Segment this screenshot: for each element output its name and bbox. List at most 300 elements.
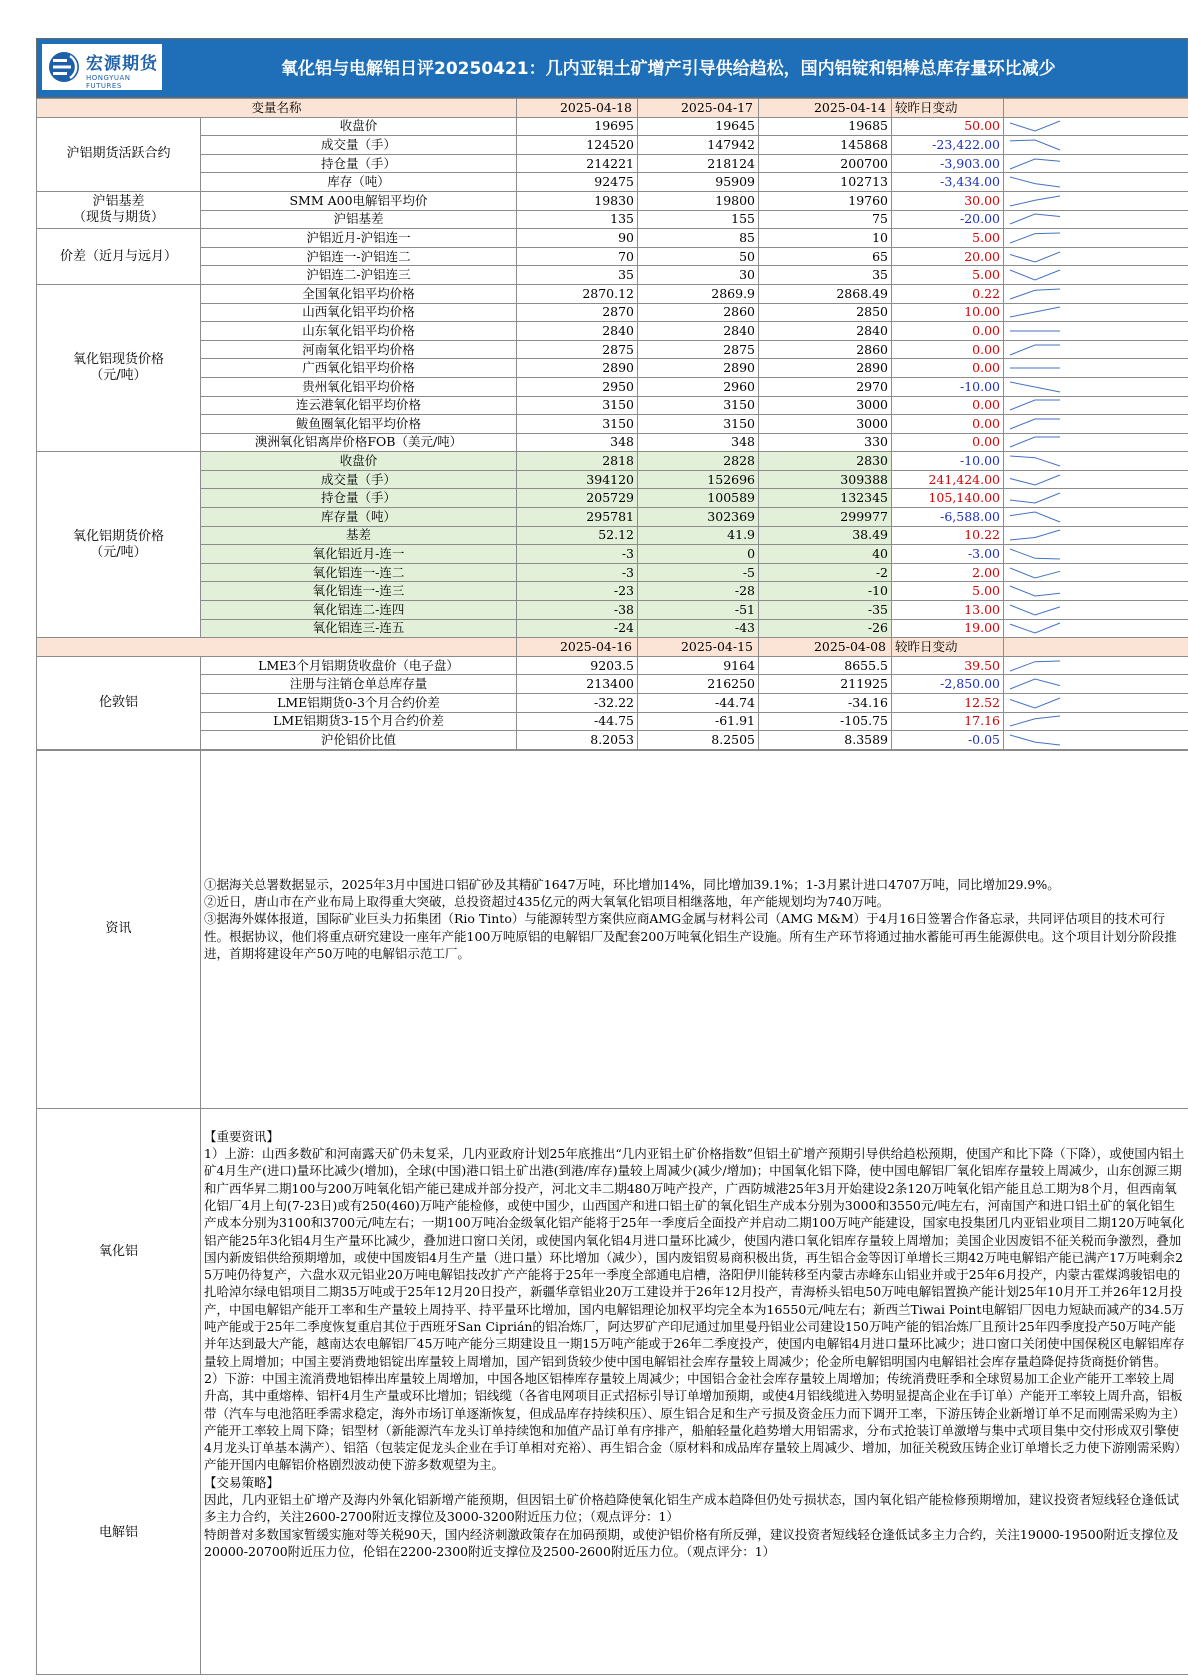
table-row (37, 247, 1188, 266)
sparkline-chart (1007, 342, 1063, 358)
value-cell: 299977 (759, 508, 892, 527)
change-cell: 241,424.00 (892, 470, 1004, 489)
table-row (37, 396, 1188, 415)
trend-sparkline (1004, 712, 1188, 731)
commentary-table (36, 750, 1188, 1675)
value-cell: -3 (517, 563, 638, 582)
value-cell: 52.12 (517, 526, 638, 545)
value-cell: 30 (638, 266, 759, 285)
trend-sparkline (1004, 656, 1188, 675)
value-cell: 330 (759, 433, 892, 452)
table-row (37, 675, 1188, 694)
row-label: 持仓量（手） (201, 154, 517, 173)
change-cell: 0.00 (892, 433, 1004, 452)
value-cell: 124520 (517, 136, 638, 155)
row-label: 贵州氧化铝平均价格 (201, 377, 517, 396)
value-cell: 205729 (517, 489, 638, 508)
change-cell: 19.00 (892, 619, 1004, 638)
change-cell: -10.00 (892, 377, 1004, 396)
sparkline-chart (1007, 267, 1063, 283)
row-label: 库存（吨） (201, 173, 517, 192)
sparkline-line (1010, 679, 1060, 689)
sparkline-chart (1007, 695, 1063, 711)
row-label: 澳洲氧化铝离岸价格FOB（美元/吨） (201, 433, 517, 452)
table-row (37, 601, 1188, 620)
table-row (37, 526, 1188, 545)
sparkline-chart (1007, 434, 1063, 450)
trend-sparkline (1004, 415, 1188, 434)
header-cell-0: 2025-04-16 (517, 638, 638, 657)
header-cell-spark (1004, 99, 1188, 118)
row-label: 连云港氧化铝平均价格 (201, 396, 517, 415)
value-cell: 2868.49 (759, 284, 892, 303)
sparkline-line (1010, 623, 1060, 633)
trend-sparkline (1004, 619, 1188, 638)
sparkline-line (1010, 568, 1060, 578)
value-cell: -44.74 (638, 694, 759, 713)
value-cell: 147942 (638, 136, 759, 155)
trend-sparkline (1004, 136, 1188, 155)
row-label: 沪伦铝价比值 (201, 731, 517, 750)
value-cell: 8.3589 (759, 731, 892, 750)
header-cell-2: 2025-04-17 (638, 99, 759, 118)
trend-sparkline (1004, 452, 1188, 471)
header-cell-3: 2025-04-14 (759, 99, 892, 118)
change-cell: -3,434.00 (892, 173, 1004, 192)
sparkline-line (1010, 698, 1060, 708)
value-cell: 10 (759, 229, 892, 248)
sparkline-chart (1007, 490, 1063, 506)
value-cell: -26 (759, 619, 892, 638)
row-label: 氧化铝连二-连四 (201, 601, 517, 620)
change-cell: -3.00 (892, 545, 1004, 564)
table-row (37, 136, 1188, 155)
sparkline-chart (1007, 286, 1063, 302)
row-label: 河南氧化铝平均价格 (201, 340, 517, 359)
row-group-label: 价差（近月与远月） (37, 229, 201, 285)
row-label: 氧化铝连三-连五 (201, 619, 517, 638)
sparkline-chart (1007, 583, 1063, 599)
table-row (37, 656, 1188, 675)
trend-sparkline (1004, 191, 1188, 210)
sparkline-chart (1007, 472, 1063, 488)
value-cell: -35 (759, 601, 892, 620)
sparkline-chart (1007, 193, 1063, 209)
value-cell: 2850 (759, 303, 892, 322)
row-label: LME铝期货0-3个月合约价差 (201, 694, 517, 713)
value-cell: 3150 (517, 415, 638, 434)
table-row (37, 191, 1188, 210)
change-cell: 105,140.00 (892, 489, 1004, 508)
change-cell: 5.00 (892, 582, 1004, 601)
row-label: 沪铝近月-沪铝连一 (201, 229, 517, 248)
table-header-row (37, 99, 1188, 118)
trend-sparkline (1004, 470, 1188, 489)
value-cell: -32.22 (517, 694, 638, 713)
value-cell: 302369 (638, 508, 759, 527)
row-label: 基差 (201, 526, 517, 545)
value-cell: 2860 (759, 340, 892, 359)
row-group-label: 伦敦铝 (37, 656, 201, 749)
value-cell: -61.91 (638, 712, 759, 731)
sparkline-line (1010, 159, 1060, 169)
value-cell: -3 (517, 545, 638, 564)
value-cell: -5 (638, 563, 759, 582)
sparkline-line (1010, 382, 1060, 392)
value-cell: 75 (759, 210, 892, 229)
row-label: 成交量（手） (201, 136, 517, 155)
company-logo (42, 44, 162, 90)
trend-sparkline (1004, 173, 1188, 192)
sparkline-chart (1007, 174, 1063, 190)
value-cell: -34.16 (759, 694, 892, 713)
value-cell: 2860 (638, 303, 759, 322)
sparkline-line (1010, 605, 1060, 615)
row-label: LME铝期货3-15个月合约价差 (201, 712, 517, 731)
row-label: 收盘价 (201, 117, 517, 136)
row-label: 氧化铝连一-连三 (201, 582, 517, 601)
row-label: 广西氧化铝平均价格 (201, 359, 517, 378)
value-cell: 3150 (638, 415, 759, 434)
row-label: 持仓量（手） (201, 489, 517, 508)
value-cell: 90 (517, 229, 638, 248)
analysis-text: 【重要资讯】 1）上游：山西多数矿和河南露天矿仍未复采，几内亚政府计划25年底推出“几内亚铝土矿价格指数”但铝土矿增产预期引导供给趋松预期，使国产和比下降（下降），或使国内铝土矿4月生产(进口)量环比减少(增加)，全球(中国)港口铝土矿出港(到港/库存)量较上周减少(减少/增加)；中国氧化铝下降，使中国电解铝厂氧化铝库存量较上周减少，山东创源三期和广西华昇二期100与200万吨氧化铝产能已建成并部分投产，河北文丰二期480万吨产投产，广西防城港25年3月开始建设2条120万吨氧化铝产能且总工期为8个月，但西南氧化铝厂4月上旬(7-23日)或有250(460)万吨产能检修，或使中国少，山西国产和进口铝土矿的氧化铝生产成本分别为3000和3550元/吨左右，河南国产和进口铝土矿的氧化铝生产成本分别为3100和3700元/吨左右；一期100万吨冶金级氧化铝产能将于25年一季度后全面投产并启动二期100万吨产能建设，国家电投集团几内亚铝业项目二期120万吨氧化铝产能25年3化铝4月生产量环比减少，叠加进口窗口关闭，或使国内氧化铝4月进口量环比减少，使国内港口氧化铝库存量较上周增加；美国企业因废铝不征关税而争激烈，叠加国内新废铝供给预期增加，或使中国废铝4月生产量（进口量）环比增加（减少），国内废铝贸易商积极出货，再生铝合金等因订单增长三期42万吨电解铝产能已满产17万吨剩余25万吨仍待复产，六盘水双元铝业20万吨电解铝技改扩产产能将于25年一季度全部通电启槽，洛阳伊川能转移至内蒙古赤峰东山铝业并或于25年6月投产，内蒙古霍煤鸿骏铝电的扎哈淖尔绿电铝项目二期35万吨或于25年12月20日投产，新疆华章铝业20万工建设并于26年12月投产，青海桥头铝电50万吨电解铝置换产能计划25年10月开工并26年12月投产，中国电解铝产能开工率和生产量较上周持平、持平量环比增加，国内电解铝理论加权平均完全本为16550元/吨左右；新西兰Tiwai Point电解铝厂因电力短缺而减产的34.5万吨产能或于25年二季度恢复重启其位于西班牙San Ciprián的铝冶炼厂，阿达罗矿产印尼通过加里曼丹铝业公司建设150万吨产能的铝冶炼厂且预计25年四季度投产50万吨产能并年达到最大产能，越南达农电解铝厂45万吨产能分三期建设且一期15万吨产能或于26年二季度投产，使国内电解铝4月进口量环比减少；进口窗口关闭使中国保税区电解铝库存量较上周增加；中国主要消费地铝锭出库量较上周增加，国产铝到货较少使中国电解铝社会库存量较上周减少；伦金所电解铝明国内电解铝社会库存量趋降促持货商挺价销售。 2）下游：中国主流消费地铝棒出库量较上周增加，中国各地区铝棒库存量较上周减少；中国铝合金社会库存量较上周增加；传统消费旺季和全球贸易加工企业产能开工率较上周升高，其中重熔棒、铝杆4月生产量或环比增加；铝线缆（各省电网项目正式招标引导订单增加预期，或使4月铝线缆进入势明显提高企业在手订单）产能开工率较上周升高，铝板带（汽车与电池箔旺季需求稳定，海外市场订单逐渐恢复，但成品库存持续积压）、原生铝合足和生产亏损及资金压力而下调开工率，下游压铸企业新增订单不足而刚需采购为主）产能开工率较上周下降；铝型材（新能源汽车龙头订单持续饱和加值产品订单有序排产，船舶轻量化趋势增大用铝需求，分布式抢装订单激增与集中式项目集中交付形成双引擎使4月龙头订单基本满产）、铝箔（包装定促龙头企业在手订单相对充裕）、再生铝合金（原材料和成品库存量较上周减少、增加，加征关税致压铸企业订单增长乏力使下游刚需采购）产能开国内电解铝价格剧烈波动使下游多数观望为主。 【交易策略】 因此，几内亚铝土矿增产及海内外氧化铝新增产能预期，但因铝土矿价格趋降使氧化铝生产成本趋降但仍处亏损状态，国内氧化铝产能检修预期增加，建议投资者短线轻仓逢低试多主力合约，关注2600-2700附近支撑位及3000-3200附近压力位；（观点评分：1） 特朗普对多数国家暂缓实施对等关税90天，国内经济刺激政策存在加码预期，或使沪铝价格有所反弹，建议投资者短线轻仓逢低试多主力合约，关注19000-19500附近支撑位及20000-20700附近压力位，伦铝在2200-2300附近支撑位及2500-2600附近压力位。（观点评分：1） (204, 1128, 1185, 1559)
row-label: 山东氧化铝平均价格 (201, 322, 517, 341)
header-cell-variable: 变量名称 (37, 99, 517, 118)
sparkline-chart (1007, 658, 1063, 674)
aluminum-section-label: 电解铝 (98, 1524, 138, 1540)
value-cell: 92475 (517, 173, 638, 192)
trend-sparkline (1004, 508, 1188, 527)
trend-sparkline (1004, 284, 1188, 303)
table-row (37, 340, 1188, 359)
value-cell: 348 (517, 433, 638, 452)
sparkline-chart (1007, 156, 1063, 172)
value-cell: 2830 (759, 452, 892, 471)
sparkline-line (1010, 493, 1060, 503)
value-cell: 102713 (759, 173, 892, 192)
value-cell: 19645 (638, 117, 759, 136)
value-cell: 2960 (638, 377, 759, 396)
value-cell: 2869.9 (638, 284, 759, 303)
value-cell: 3150 (517, 396, 638, 415)
row-group-label: 氧化铝期货价格 （元/吨） (37, 452, 201, 638)
table-row (37, 433, 1188, 452)
value-cell: 2875 (638, 340, 759, 359)
table-row (37, 210, 1188, 229)
value-cell: 216250 (638, 675, 759, 694)
table-row (37, 117, 1188, 136)
table-row (37, 452, 1188, 471)
value-cell: 19800 (638, 191, 759, 210)
change-cell: 5.00 (892, 266, 1004, 285)
change-cell: 10.22 (892, 526, 1004, 545)
value-cell: 2950 (517, 377, 638, 396)
value-cell: 135 (517, 210, 638, 229)
row-label: 鲅鱼圈氧化铝平均价格 (201, 415, 517, 434)
news-text: ①据海关总署数据显示，2025年3月中国进口铝矿砂及其精矿1647万吨，环比增加14%，同比增加39.1%；1-3月累计进口4707万吨，同比增加29.9%。 ②近日，唐山市在产业布局上取得重大突破，总投资超过435亿元的两大氧氧化铝项目相继落地，年产能规划均为740万吨。 ③据海外媒体报道，国际矿业巨头力拓集团（Rio Tinto）与能源转型方案供应商AMG金属与材料公司（AMG M&M）于4月16日签署合作备忘录，共同评估项目的技术可行性。根据协议，他们将重点研究建设一座年产能100万吨原铝的电解铝厂及配套200万吨氧化铝生产设施。所有生产环节将通过抽水蓄能可再生能源供电。这个项目计划分阶段推进，首期将建设年产50万吨的电解铝示范工厂。 (204, 876, 1177, 961)
trend-sparkline (1004, 433, 1188, 452)
value-cell: 200700 (759, 154, 892, 173)
logo-mark-icon (48, 50, 80, 84)
change-cell: -20.00 (892, 210, 1004, 229)
value-cell: 50 (638, 247, 759, 266)
trend-sparkline (1004, 526, 1188, 545)
sparkline-chart (1007, 565, 1063, 581)
value-cell: 100589 (638, 489, 759, 508)
change-cell: 10.00 (892, 303, 1004, 322)
value-cell: 155 (638, 210, 759, 229)
row-label: LME3个月铝期货收盘价（电子盘） (201, 656, 517, 675)
change-cell: 5.00 (892, 229, 1004, 248)
report-sheet (36, 38, 1188, 1675)
trend-sparkline (1004, 675, 1188, 694)
change-cell: 0.22 (892, 284, 1004, 303)
value-cell: 19830 (517, 191, 638, 210)
sparkline-line (1010, 307, 1060, 317)
table-row (37, 582, 1188, 601)
value-cell: 152696 (638, 470, 759, 489)
table-row (37, 470, 1188, 489)
value-cell: -23 (517, 582, 638, 601)
sparkline-line (1010, 345, 1060, 355)
value-cell: 213400 (517, 675, 638, 694)
value-cell: 2870 (517, 303, 638, 322)
value-cell: 2970 (759, 377, 892, 396)
row-label: 注册与注销仓单总库存量 (201, 675, 517, 694)
table-row (37, 415, 1188, 434)
report-title: 氧化铝与电解铝日评20250421：几内亚铝土矿增产引导供给趋松，国内铝锭和铝棒总库存量环比减少 (281, 59, 1056, 79)
change-cell: 20.00 (892, 247, 1004, 266)
change-cell: 17.16 (892, 712, 1004, 731)
table-row (37, 303, 1188, 322)
value-cell: 19695 (517, 117, 638, 136)
trend-sparkline (1004, 340, 1188, 359)
table-row (37, 545, 1188, 564)
sparkline-chart (1007, 676, 1063, 692)
value-cell: 65 (759, 247, 892, 266)
value-cell: 95909 (638, 173, 759, 192)
value-cell: 2870.12 (517, 284, 638, 303)
trend-sparkline (1004, 117, 1188, 136)
value-cell: -51 (638, 601, 759, 620)
report-banner (36, 38, 1188, 98)
value-cell: 145868 (759, 136, 892, 155)
sparkline-line (1010, 475, 1060, 485)
value-cell: 19760 (759, 191, 892, 210)
sparkline-chart (1007, 713, 1063, 729)
change-cell: 0.00 (892, 322, 1004, 341)
sparkline-chart (1007, 453, 1063, 469)
sparkline-line (1010, 270, 1060, 280)
row-label: 收盘价 (201, 452, 517, 471)
news-section-label: 资讯 (37, 750, 201, 1108)
sparkline-chart (1007, 249, 1063, 265)
value-cell: 3000 (759, 415, 892, 434)
header-cell-2: 2025-04-08 (759, 638, 892, 657)
sparkline-line (1010, 400, 1060, 410)
sparkline-chart (1007, 732, 1063, 748)
table-row (37, 508, 1188, 527)
value-cell: -2 (759, 563, 892, 582)
sparkline-chart (1007, 360, 1063, 376)
table-row (37, 154, 1188, 173)
table-row (37, 731, 1188, 750)
value-cell: 35 (759, 266, 892, 285)
trend-sparkline (1004, 489, 1188, 508)
value-cell: 2840 (638, 322, 759, 341)
value-cell: 40 (759, 545, 892, 564)
table-header-row (37, 638, 1188, 657)
value-cell: 35 (517, 266, 638, 285)
sparkline-line (1010, 214, 1060, 224)
value-cell: -10 (759, 582, 892, 601)
value-cell: -43 (638, 619, 759, 638)
change-cell: -23,422.00 (892, 136, 1004, 155)
header-cell-3: 较昨日变动 (892, 638, 1004, 657)
alumina-section-label: 氧化铝 (98, 1243, 138, 1259)
table-row (37, 377, 1188, 396)
row-label: 沪铝基差 (201, 210, 517, 229)
row-group-label: 氧化铝现货价格 （元/吨） (37, 284, 201, 451)
sparkline-line (1010, 456, 1060, 466)
row-label: 库存量（吨） (201, 508, 517, 527)
value-cell: -105.75 (759, 712, 892, 731)
sparkline-line (1010, 196, 1060, 206)
domestic-data-table (36, 98, 1188, 750)
table-row (37, 229, 1188, 248)
trend-sparkline (1004, 563, 1188, 582)
value-cell: 9164 (638, 656, 759, 675)
value-cell: -28 (638, 582, 759, 601)
trend-sparkline (1004, 229, 1188, 248)
table-row (37, 322, 1188, 341)
value-cell: 85 (638, 229, 759, 248)
header-cell-4: 较昨日变动 (892, 99, 1004, 118)
sparkline-chart (1007, 602, 1063, 618)
trend-sparkline (1004, 396, 1188, 415)
sparkline-line (1010, 530, 1060, 540)
brand-name-en: HONGYUAN FUTURES (86, 74, 131, 90)
row-label: SMM A00电解铝平均价 (201, 191, 517, 210)
trend-sparkline (1004, 545, 1188, 564)
row-label: 氧化铝连一-连二 (201, 563, 517, 582)
change-cell: -3,903.00 (892, 154, 1004, 173)
value-cell: 132345 (759, 489, 892, 508)
header-cell-1: 2025-04-15 (638, 638, 759, 657)
sparkline-chart (1007, 509, 1063, 525)
sparkline-chart (1007, 211, 1063, 227)
row-label: 成交量（手） (201, 470, 517, 489)
value-cell: 41.9 (638, 526, 759, 545)
row-group-label: 沪铝基差 （现货与期货） (37, 191, 201, 228)
value-cell: 2818 (517, 452, 638, 471)
header-cell-1: 2025-04-18 (517, 99, 638, 118)
sparkline-line (1010, 437, 1060, 447)
trend-sparkline (1004, 359, 1188, 378)
value-cell: 348 (638, 433, 759, 452)
table-row (37, 489, 1188, 508)
sparkline-line (1010, 586, 1060, 596)
change-cell: 0.00 (892, 415, 1004, 434)
value-cell: 295781 (517, 508, 638, 527)
value-cell: 309388 (759, 470, 892, 489)
sparkline-chart (1007, 323, 1063, 339)
sparkline-chart (1007, 304, 1063, 320)
value-cell: 2890 (759, 359, 892, 378)
row-label: 沪铝连一-沪铝连二 (201, 247, 517, 266)
sparkline-line (1010, 512, 1060, 522)
value-cell: 2840 (517, 322, 638, 341)
sparkline-chart (1007, 416, 1063, 432)
change-cell: 12.52 (892, 694, 1004, 713)
header-cell-spark (1004, 638, 1188, 657)
trend-sparkline (1004, 601, 1188, 620)
value-cell: 70 (517, 247, 638, 266)
sparkline-chart (1007, 379, 1063, 395)
trend-sparkline (1004, 694, 1188, 713)
sparkline-line (1010, 289, 1060, 299)
value-cell: 2890 (638, 359, 759, 378)
sparkline-line (1010, 233, 1060, 243)
trend-sparkline (1004, 210, 1188, 229)
table-row (37, 173, 1188, 192)
value-cell: -44.75 (517, 712, 638, 731)
trend-sparkline (1004, 731, 1188, 750)
change-cell: 39.50 (892, 656, 1004, 675)
value-cell: 3000 (759, 396, 892, 415)
sparkline-line (1010, 140, 1060, 150)
change-cell: 0.00 (892, 359, 1004, 378)
row-group-label: 沪铝期货活跃合约 (37, 117, 201, 191)
table-row (37, 712, 1188, 731)
sparkline-chart (1007, 546, 1063, 562)
trend-sparkline (1004, 266, 1188, 285)
change-cell: -0.05 (892, 731, 1004, 750)
value-cell: 214221 (517, 154, 638, 173)
change-cell: 50.00 (892, 117, 1004, 136)
change-cell: -10.00 (892, 452, 1004, 471)
table-row (37, 284, 1188, 303)
trend-sparkline (1004, 247, 1188, 266)
value-cell: 211925 (759, 675, 892, 694)
value-cell: 8.2505 (638, 731, 759, 750)
trend-sparkline (1004, 582, 1188, 601)
sparkline-chart (1007, 397, 1063, 413)
value-cell: 9203.5 (517, 656, 638, 675)
value-cell: 8.2053 (517, 731, 638, 750)
row-label: 氧化铝近月-连一 (201, 545, 517, 564)
sparkline-chart (1007, 230, 1063, 246)
sparkline-chart (1007, 527, 1063, 543)
trend-sparkline (1004, 154, 1188, 173)
trend-sparkline (1004, 377, 1188, 396)
sparkline-chart (1007, 118, 1063, 134)
table-row (37, 359, 1188, 378)
value-cell: 2840 (759, 322, 892, 341)
value-cell: 8655.5 (759, 656, 892, 675)
value-cell: 3150 (638, 396, 759, 415)
header-cell-variable (37, 638, 517, 657)
value-cell: 38.49 (759, 526, 892, 545)
trend-sparkline (1004, 303, 1188, 322)
value-cell: 2828 (638, 452, 759, 471)
change-cell: -6,588.00 (892, 508, 1004, 527)
value-cell: 19685 (759, 117, 892, 136)
table-row (37, 563, 1188, 582)
change-cell: 2.00 (892, 563, 1004, 582)
sparkline-line (1010, 716, 1060, 726)
